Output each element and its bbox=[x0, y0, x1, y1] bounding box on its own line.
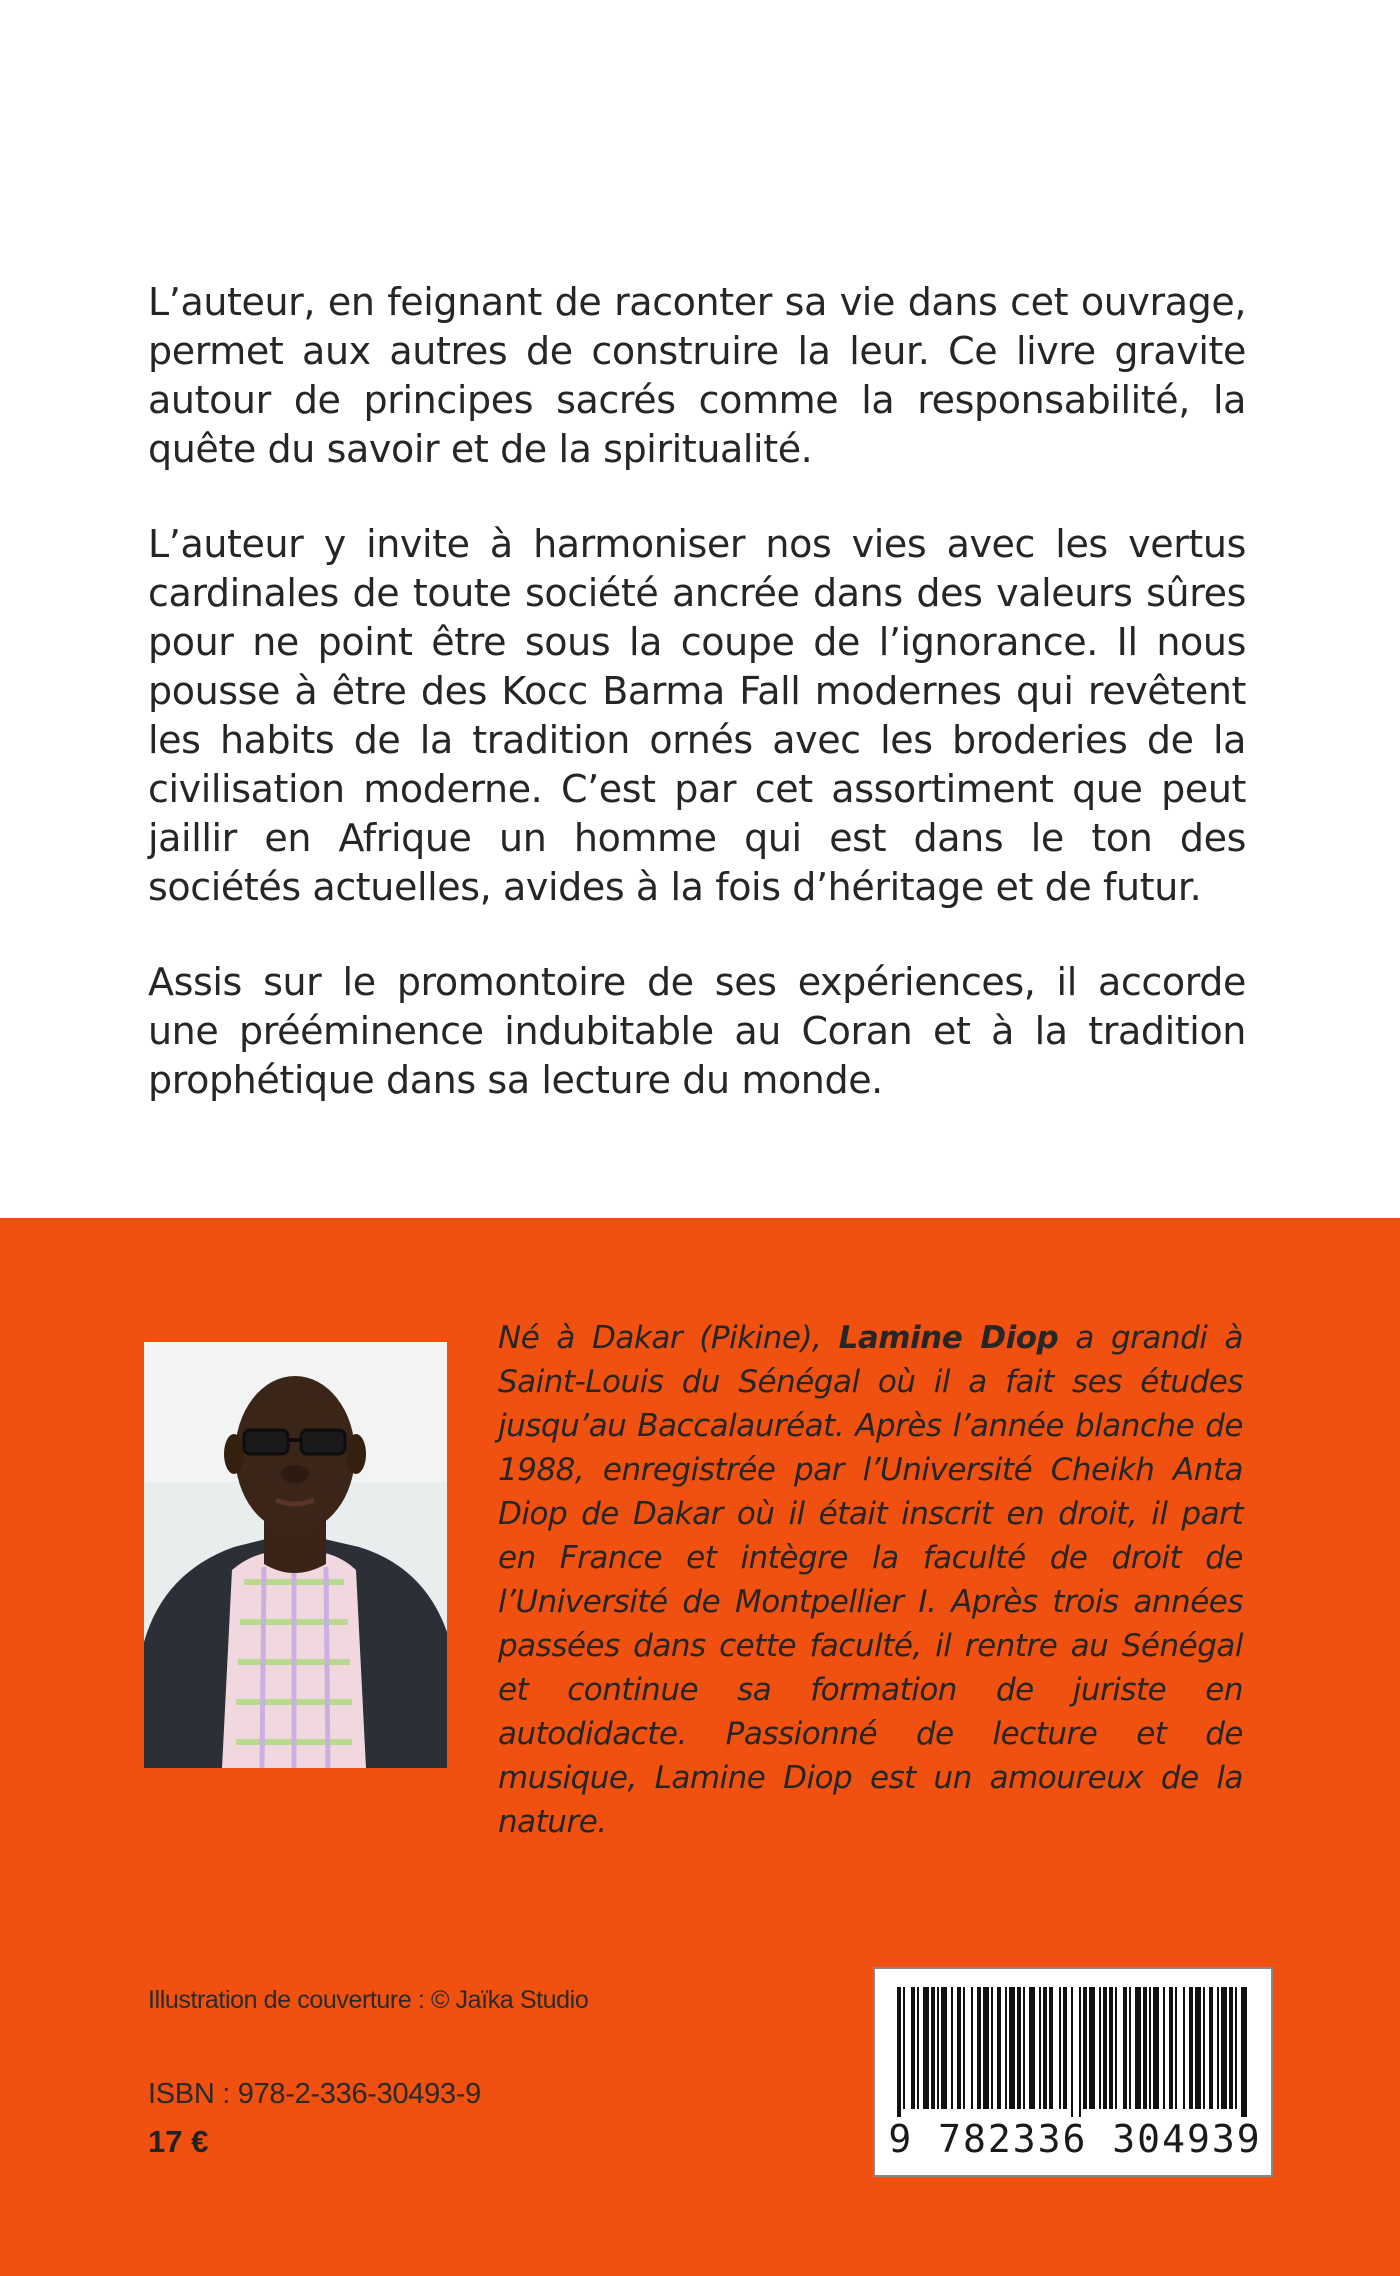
barcode-bar bbox=[1089, 1987, 1095, 2109]
author-panel bbox=[0, 1218, 1400, 2276]
barcode-bar bbox=[957, 1987, 961, 2109]
barcode-bar bbox=[1235, 1987, 1237, 2109]
barcode-number: 9 782336 304939 bbox=[888, 2117, 1262, 2161]
barcode-bar bbox=[911, 1987, 915, 2109]
barcode-bar bbox=[897, 1987, 901, 2117]
barcode-bar bbox=[1229, 1987, 1233, 2109]
synopsis-paragraph-3: Assis sur le promontoire de ses expériences, il accorde une prééminence indubitable au Coran et à la tradition prophétique dans sa lecture du monde. bbox=[148, 960, 1246, 1102]
barcode-bar bbox=[1099, 1987, 1101, 2109]
barcode-bar bbox=[941, 1987, 947, 2109]
barcode-bar bbox=[1039, 1987, 1041, 2109]
barcode-bar bbox=[971, 1987, 973, 2109]
barcode-bar bbox=[1209, 1987, 1213, 2109]
isbn: ISBN : 978-2-336-30493-9 bbox=[148, 2078, 481, 2110]
barcode-bar bbox=[931, 1987, 935, 2109]
barcode-bar bbox=[1043, 1987, 1047, 2109]
barcode-bar bbox=[1221, 1987, 1227, 2109]
synopsis-paragraph-2: L’auteur y invite à harmoniser nos vies avec les vertus cardinales de toute société ancrée dans des valeurs sûres pour ne point être sous la coupe de l’ignorance. Il nous pousse à être des Kocc Barma Fall modernes qui revêtent les habits de la tradition ornés avec les broderies de la civilisation moderne. C’est par cet assortiment que peut jaillir en Afrique un homme qui est dans le ton des sociétés actuelles, avides à la fois d’héritage et de futur. bbox=[148, 522, 1246, 909]
barcode-bar bbox=[1109, 1987, 1113, 2109]
barcode-bar bbox=[1123, 1987, 1127, 2109]
author-photo bbox=[144, 1342, 447, 1768]
barcode-bar bbox=[951, 1987, 953, 2109]
barcode-bar bbox=[1169, 1987, 1173, 2109]
author-portrait-image bbox=[144, 1342, 447, 1768]
barcode-bar bbox=[1017, 1987, 1021, 2109]
barcode-bar bbox=[1241, 1987, 1247, 2117]
barcode-bar bbox=[997, 1987, 1001, 2109]
price: 17 € bbox=[148, 2124, 209, 2159]
synopsis-paragraph-1: L’auteur, en feignant de raconter sa vie dans cet ouvrage, permet aux autres de construire la leur. Ce livre gravite autour de principes sacrés comme la responsabilité, la quête du savoir et de la spiritualité. bbox=[148, 280, 1246, 471]
barcode-bar bbox=[1153, 1987, 1159, 2109]
barcode-bar bbox=[1083, 1987, 1087, 2109]
barcode-bar bbox=[1175, 1987, 1177, 2109]
barcode-bar bbox=[1217, 1987, 1219, 2109]
synopsis bbox=[148, 278, 1246, 1105]
barcode-bar bbox=[983, 1987, 989, 2109]
barcode-bar bbox=[1135, 1987, 1141, 2109]
barcode-bar bbox=[1049, 1987, 1053, 2109]
barcode-bar bbox=[977, 1987, 981, 2109]
barcode-bar bbox=[1149, 1987, 1151, 2109]
barcode-bar bbox=[1071, 1987, 1073, 2117]
bio-intro: Né à Dakar (Pikine), bbox=[498, 1320, 839, 1356]
barcode bbox=[873, 1967, 1273, 2177]
barcode-bar bbox=[903, 1987, 905, 2109]
barcode-bar bbox=[1163, 1987, 1165, 2109]
barcode-bar bbox=[1129, 1987, 1131, 2109]
author-name: Lamine Diop bbox=[838, 1320, 1059, 1356]
barcode-bar bbox=[1103, 1987, 1107, 2109]
barcode-bar bbox=[1023, 1987, 1025, 2109]
barcode-bar bbox=[1203, 1987, 1205, 2109]
barcode-bar bbox=[1063, 1987, 1067, 2109]
barcode-bar bbox=[1115, 1987, 1117, 2109]
barcode-bar bbox=[1195, 1987, 1201, 2109]
barcode-bar bbox=[1079, 1987, 1081, 2117]
barcode-bar bbox=[937, 1987, 939, 2109]
barcode-bar bbox=[963, 1987, 965, 2109]
barcode-bars bbox=[893, 1987, 1257, 2117]
barcode-bar bbox=[923, 1987, 929, 2109]
author-bio bbox=[498, 1316, 1243, 1844]
barcode-bar bbox=[1059, 1987, 1061, 2109]
bio-body: a grandi à Saint-Louis du Sénégal où il a fait ses études jusqu’au Baccalauréat. Après l’année blanche de 1988, enregistrée par l’Université Cheikh Anta Diop de Dakar où il était inscrit en droit, il part en France et intègre la faculté de droit de l’Université de Montpellier I. Après trois années passées dans cette faculté, il rentre au Sénégal et continue sa formation de juriste en autodidacte. Passionné de lecture et de musique, Lamine Diop est un amoureux de la nature. bbox=[498, 1320, 1244, 1840]
barcode-bar bbox=[917, 1987, 919, 2109]
barcode-bar bbox=[1183, 1987, 1185, 2109]
barcode-bar bbox=[991, 1987, 993, 2109]
illustration-credit: Illustration de couverture : © Jaïka Studio bbox=[148, 1986, 589, 2014]
barcode-bar bbox=[1009, 1987, 1015, 2109]
barcode-bar bbox=[1029, 1987, 1035, 2109]
barcode-bar bbox=[1005, 1987, 1007, 2109]
barcode-bar bbox=[1189, 1987, 1193, 2109]
barcode-bar bbox=[1143, 1987, 1147, 2109]
